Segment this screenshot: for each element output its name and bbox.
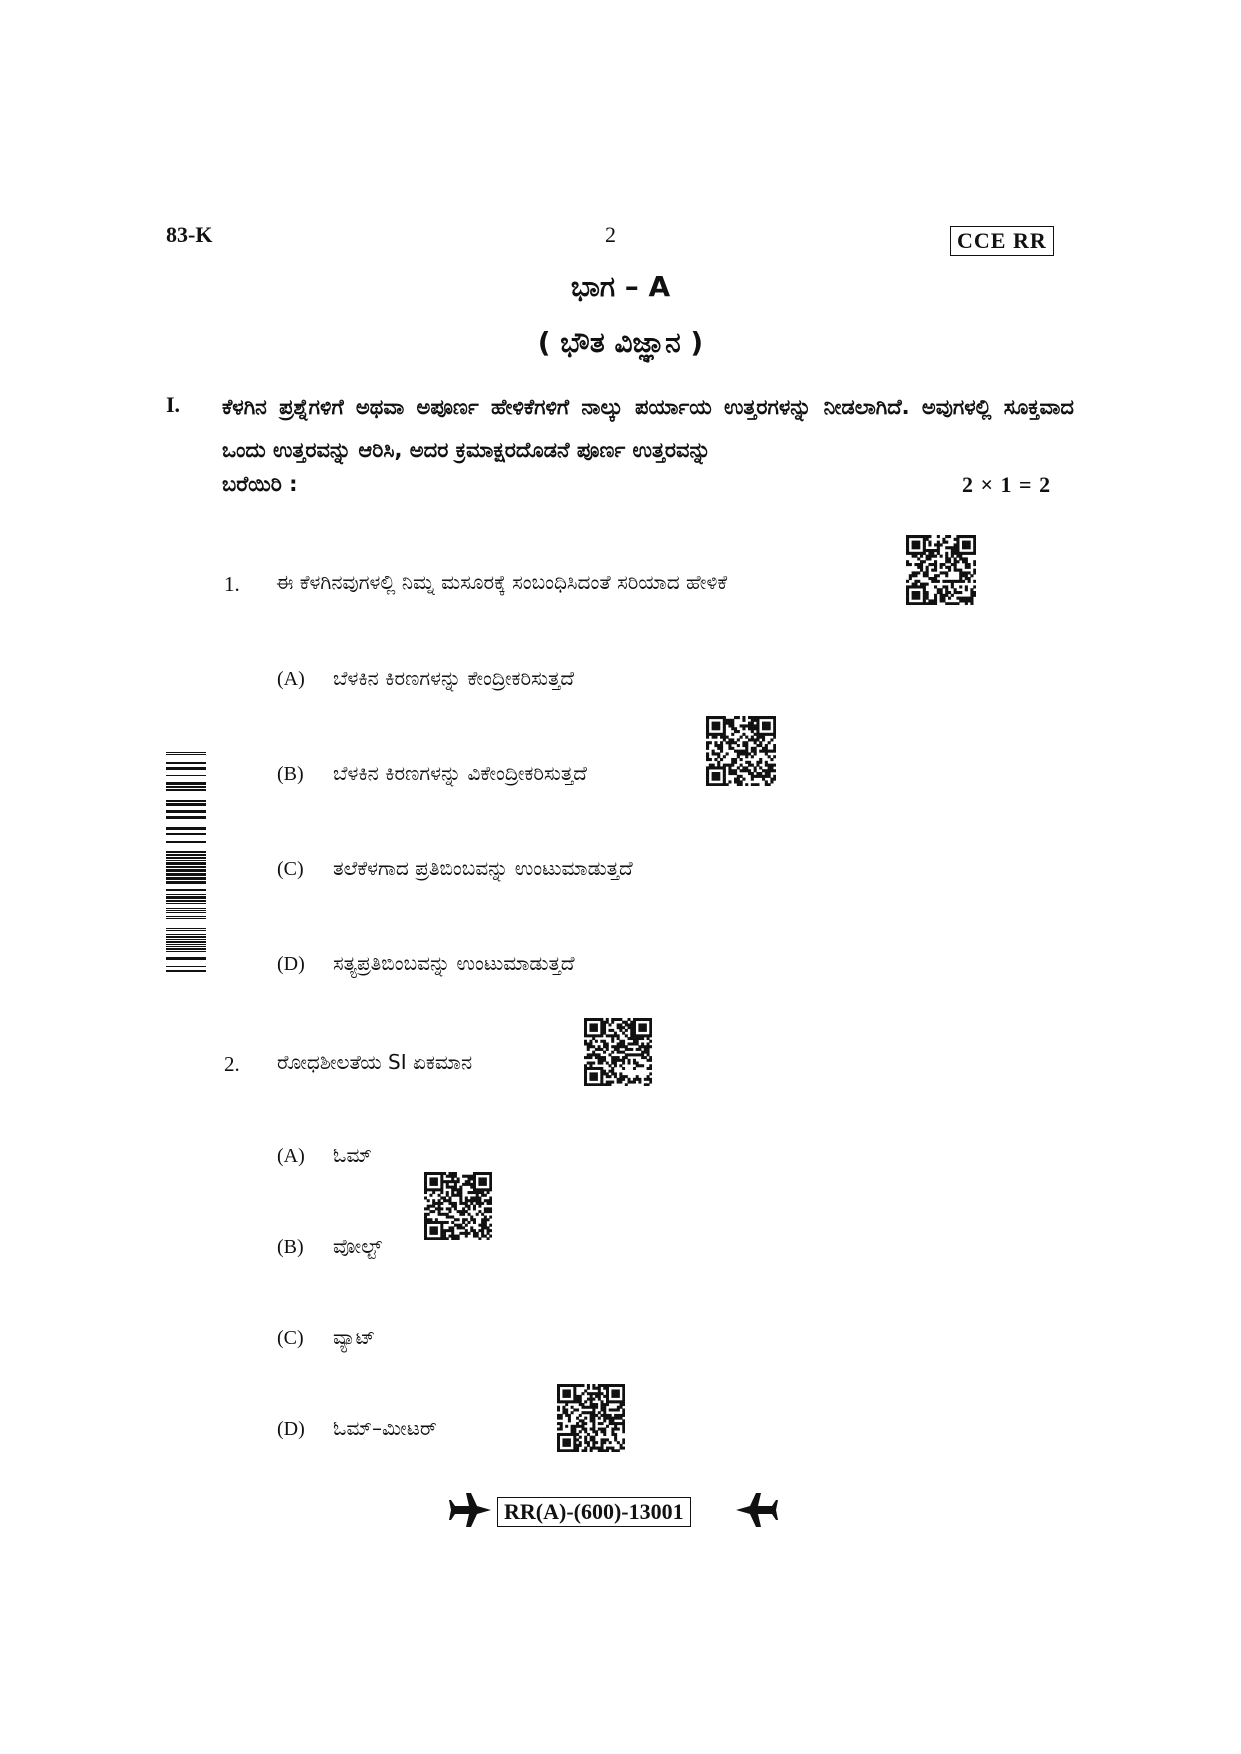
page-number: 2 xyxy=(605,222,616,247)
question-1-number: 1. xyxy=(224,572,240,596)
section-instruction-end: ಬರೆಯಿರಿ : xyxy=(222,472,298,496)
q2-option-a-text: ಓಮ್ xyxy=(333,1143,372,1167)
question-2-number: 2. xyxy=(224,1052,240,1076)
q1-option-b-label: (B) xyxy=(277,763,304,785)
question-2-text: ರೋಧಶೀಲತೆಯ SI ಏಕಮಾನ xyxy=(277,1050,473,1074)
subject-title: ( ಭೌತ ವಿಜ್ಞಾನ ) xyxy=(537,326,704,359)
q2-option-c-text: ವ್ಯಾಟ್ xyxy=(333,1325,376,1349)
qr-code-icon xyxy=(906,535,976,605)
part-title: ಭಾಗ – A xyxy=(570,270,671,303)
q2-option-b-label: (B) xyxy=(277,1236,304,1258)
barcode-icon xyxy=(166,752,206,974)
qr-code-icon xyxy=(584,1018,652,1086)
section-marks: 2 × 1 = 2 xyxy=(962,472,1052,497)
q1-option-c-label: (C) xyxy=(277,858,304,880)
airplane-left-icon xyxy=(449,1490,493,1530)
question-1-text: ಈ ಕೆಳಗಿನವುಗಳಲ್ಲಿ ನಿಮ್ನ ಮಸೂರಕ್ಕೆ ಸಂಬಂಧಿಸಿದಂತೆ ಸರಿಯಾದ ಹೇಳಿಕೆ xyxy=(276,570,728,594)
q2-option-b-text: ವೋಲ್ಟ್ xyxy=(333,1234,382,1258)
paper-code: 83-K xyxy=(166,222,213,247)
qr-code-icon xyxy=(424,1172,492,1240)
qr-code-icon xyxy=(706,716,776,786)
q2-option-d-text: ಓಮ್–ಮೀಟರ್ xyxy=(333,1416,437,1440)
q2-option-a-label: (A) xyxy=(277,1145,305,1167)
footer-code: RR(A)-(600)-13001 xyxy=(497,1497,691,1527)
section-number: I. xyxy=(166,392,181,417)
qr-code-icon xyxy=(557,1384,625,1452)
airplane-right-icon xyxy=(734,1490,778,1530)
section-instruction: ಕೆಳಗಿನ ಪ್ರಶ್ನೆಗಳಿಗೆ ಅಥವಾ ಅಪೂರ್ಣ ಹೇಳಿಕೆಗಳಿಗೆ ನಾಲ್ಕು ಪರ್ಯಾಯ ಉತ್ತರಗಳನ್ನು ನೀಡಲಾಗಿದೆ. ಅವುಗಳಲ್ಲಿ ಸೂಕ್ತವಾದ ಒಂದು ಉತ್ತರವನ್ನು ಆರಿಸಿ, ಅದರ ಕ್ರಮಾಕ್ಷರದೊಡನೆ ಪೂರ್ಣ ಉತ್ತರವನ್ನು xyxy=(222,395,1074,462)
q1-option-c-text: ತಲೆಕೆಳಗಾದ ಪ್ರತಿಬಿಂಬವನ್ನು ಉಂಟುಮಾಡುತ್ತದೆ xyxy=(333,856,633,880)
q1-option-d-text: ಸತ್ಯಪ್ರತಿಬಿಂಬವನ್ನು ಉಂಟುಮಾಡುತ್ತದೆ xyxy=(333,951,575,975)
q1-option-a-text: ಬೆಳಕಿನ ಕಿರಣಗಳನ್ನು ಕೇಂದ್ರೀಕರಿಸುತ್ತದೆ xyxy=(333,666,575,690)
q1-option-d-label: (D) xyxy=(277,953,305,975)
q2-option-c-label: (C) xyxy=(277,1327,304,1349)
q2-option-d-label: (D) xyxy=(277,1418,305,1440)
q1-option-b-text: ಬೆಳಕಿನ ಕಿರಣಗಳನ್ನು ವಿಕೇಂದ್ರೀಕರಿಸುತ್ತದೆ xyxy=(333,761,587,785)
q1-option-a-label: (A) xyxy=(277,668,305,690)
series-code: CCE RR xyxy=(950,226,1054,256)
